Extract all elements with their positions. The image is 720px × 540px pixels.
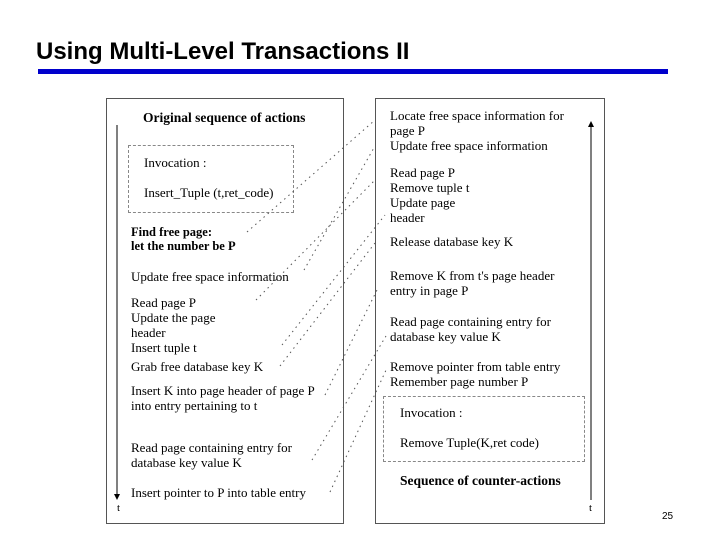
insert-pointer-left: Insert pointer to P into table entry	[131, 485, 306, 500]
remove-invocation-label: Invocation :	[400, 405, 463, 420]
find-free-page-line1: Find free page:	[131, 225, 213, 239]
insert-k-left-line2: into entry pertaining to t	[131, 398, 258, 413]
find-free-page-line2: let the number be P	[131, 239, 236, 253]
remove-pointer-right: Remove pointer from table entry	[390, 359, 561, 374]
update-page-left-line1: Update the page	[131, 310, 216, 325]
read-entry-right-line2: database key value K	[390, 329, 501, 344]
update-page-right-line2: header	[390, 210, 425, 225]
update-page-right-line1: Update page	[390, 195, 456, 210]
release-key-right: Release database key K	[390, 234, 514, 249]
grab-key-left: Grab free database key K	[131, 359, 264, 374]
connector-line	[304, 146, 375, 270]
time-label-left: t	[117, 502, 121, 514]
insert-invocation-label: Invocation :	[144, 155, 207, 170]
read-entry-left-line1: Read page containing entry for	[131, 440, 292, 455]
time-label-right: t	[589, 502, 593, 514]
connector-line	[282, 215, 385, 345]
remove-k-right-line1: Remove K from t's page header	[390, 268, 555, 283]
update-free-space-right: Update free space information	[390, 138, 548, 153]
insert-invocation-call: Insert_Tuple (t,ret_code)	[144, 185, 274, 200]
page-number: 25	[662, 511, 674, 522]
connector-line	[330, 368, 387, 492]
update-free-space-left: Update free space information	[131, 269, 289, 284]
connector-line	[312, 336, 386, 460]
connector-line	[247, 120, 375, 232]
connector-line	[256, 180, 375, 300]
counter-actions-footer: Sequence of counter-actions	[400, 473, 561, 488]
read-entry-right-line1: Read page containing entry for	[390, 314, 551, 329]
read-page-left: Read page P	[131, 295, 196, 310]
remember-page-right: Remember page number P	[390, 374, 529, 389]
remove-k-right-line2: entry in page P	[390, 283, 469, 298]
remove-tuple-right: Remove tuple t	[390, 180, 470, 195]
read-page-right: Read page P	[390, 165, 455, 180]
locate-free-space-line2: page P	[390, 123, 426, 138]
insert-tuple-left: Insert tuple t	[131, 340, 197, 355]
insert-k-left-line1: Insert K into page header of page P	[131, 383, 315, 398]
original-actions-header: Original sequence of actions	[143, 110, 306, 125]
connector-line	[280, 243, 375, 366]
connector-line	[325, 288, 378, 395]
slide-title: Using Multi-Level Transactions II	[36, 38, 410, 65]
locate-free-space-line1: Locate free space information for	[390, 108, 564, 123]
update-page-left-line2: header	[131, 325, 166, 340]
remove-invocation-call: Remove Tuple(K,ret code)	[400, 435, 540, 450]
read-entry-left-line2: database key value K	[131, 455, 242, 470]
